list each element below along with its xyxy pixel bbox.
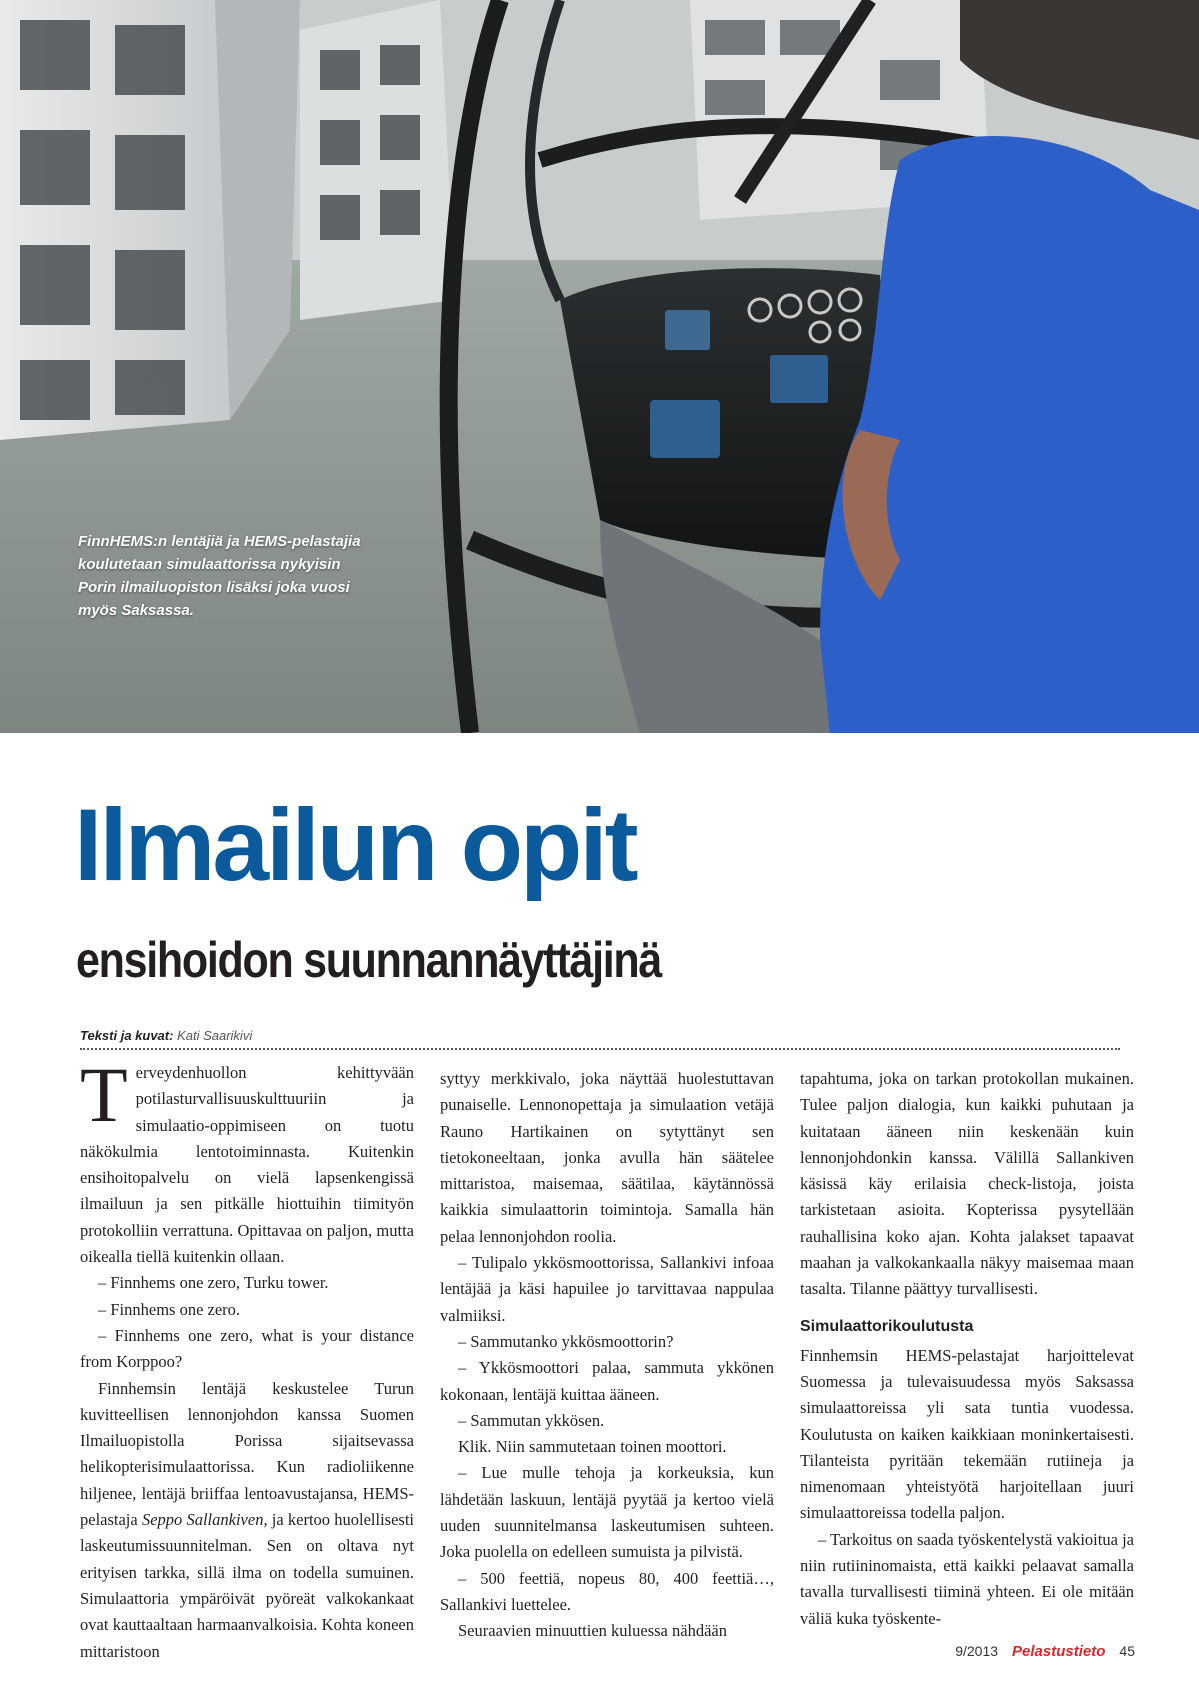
article-column-1 (80, 1051, 415, 1665)
page-footer (955, 1643, 1135, 1665)
dialogue-line: – Finnhems one zero, Turku tower. (98, 1273, 329, 1293)
body-text: Finnhemsin lentäjä keskustelee Turun kuvitteellisen lennonjohdon kanssa Suomen Ilmailuopistolla Porissa sijaitsevassa helikopterisimulaattorissa. Kun radioliikenne hiljenee, lentäjä briiffaa lentoavustajansa, HEMS-pelastaja (80, 1378, 414, 1530)
dialogue-line: – Finnhems one zero. (98, 1299, 241, 1319)
issue-number: 9/2013 (955, 1643, 999, 1659)
body-paragraph: Seuraavien minuuttien kuluessa nähdään (458, 1621, 727, 1641)
dialogue-line: – 500 feettiä, nopeus 80, 400 feettiä…, Sallankivi luettelee. (440, 1568, 774, 1614)
body-paragraph: syttyy merkkivalo, joka näyttää huolestuttavan punaiselle. Lennonopettaja ja simulaation vetäjä Rauno Hartikainen on sytyttänyt sen tietokoneeltaan, jonka avulla hän säätelee mittaristoa, maisemaa, säätilaa, käytännössä kaikkia simulaattorin toimintoja. Samalla hän pelaa lennonjohdon roolia. (440, 1069, 774, 1246)
dialogue-line: – Tarkoitus on saada työskentelystä vakioitua ja niin rutiininomaista, että kaikki pelaavat samalla tavalla turvallisesti tiiminä yhteen. Ei ole mitään väliä kuka työskente- (800, 1529, 1134, 1628)
lead-paragraph (80, 1051, 414, 1270)
simulator-photo-illustration (0, 0, 1199, 733)
byline (80, 1028, 1120, 1050)
photo-caption: FinnHEMS:n lentäjiä ja HEMS-pelastajia koulutetaan simulaattorissa nykyisin Porin ilmailuopiston lisäksi joka vuosi myös Saksassa. (78, 533, 361, 619)
body-paragraph: tapahtuma, joka on tarkan protokollan mukainen. Tulee paljon dialogia, kun kaikki puhutaan ja kuitataan ääneen niin keskenään kuin lennonjohdonkin kanssa. Välillä Sallankiven käsissä käy erilaisia check-listoja, joista tarkistetaan asioita. Kopterissa pysytellään rauhallisina koko ajan. Kohta jalakset tapaavat maahan ja valkokankaalla näkyy maisemaa maan tasalta. Tilanne päättyy turvallisesti. (800, 1069, 1134, 1299)
article-subtitle: ensihoidon suunnannäyttäjinä (76, 932, 662, 988)
body-text: , ja kertoo huolellisesti laskeutumissuunnitelman. Sen on oltava nyt erityisen tarkka, sillä ilma on todella sumuinen. Simulaattoria ympäröivät pyöreät valkokankaat ovat kauttaaltaan harmaanvalkoisia. Kohta koneen mittaristoon (80, 1510, 415, 1661)
dialogue-line: – Sammutan ykkösen. (458, 1410, 605, 1430)
lead-text: erveydenhuollon kehittyvään potilasturvallisuuskulttuuriin ja simulaatio-oppimiseen on tuotu näkökulmia lentotoiminnasta. Kuitenkin ensihoitopalvelu on vielä lapsenkengissä ilmailuun ja sen pitkälle hiottuihin tiimityön protokolliin verrattuna. Opittavaa on paljon, mutta oikealla tiellä kuitenkin ollaan. (80, 1063, 414, 1267)
dialogue-line: – Finnhems one zero, what is your distance from Korppoo? (80, 1325, 414, 1372)
hero-photo (0, 0, 1199, 733)
body-paragraph: Finnhemsin HEMS-pelastajat harjoittelevat Suomessa ja tulevaisuudessa myös Saksassa simulaattoreissa yli sata tuntia vuodessa. Koulutusta on kaiken kaikkiaan moninkertaisesti. Tilanteista pyritään tekemään rutiineja ja nimenomaan yhteistyötä harjoitellaan juuri simulaattoreissa todella paljon. (800, 1345, 1134, 1523)
section-heading: Simulaattorikoulutusta (800, 1317, 974, 1335)
body-paragraph: Klik. Niin sammutetaan toinen moottori. (458, 1437, 727, 1457)
dialogue-line: – Sammutanko ykkösmoottorin? (458, 1331, 674, 1351)
dialogue-line: – Tulipalo ykkösmoottorissa, Sallankivi infoaa lentäjää ja käsi hapuilee jo tarvittavaa nappulaa valmiiksi. (440, 1253, 774, 1325)
article-title: Ilmailun opit (74, 788, 636, 902)
article-column-2 (440, 1066, 774, 1645)
page-number: 45 (1119, 1643, 1135, 1659)
dialogue-line: – Ykkösmoottori palaa, sammuta ykkönen kokonaan, lentäjä kuittaa ääneen. (440, 1358, 774, 1404)
dialogue-line: – Lue mulle tehoja ja korkeuksia, kun lähdetään laskuun, lentäjä pyytää ja kertoo vielä uuden suunnitelmansa laskeutumisen suhteen. Joka puolella on edelleen sumuista ja pilvistä. (440, 1463, 774, 1562)
body-paragraph (80, 1376, 414, 1665)
person-name: Seppo Sallankiven (141, 1510, 264, 1530)
magazine-logo: Pelastustieto (1012, 1643, 1106, 1660)
article-column-3 (800, 1066, 1134, 1632)
drop-cap: T (80, 1051, 128, 1138)
byline-label: Teksti ja kuvat: (80, 1028, 174, 1043)
byline-author: Kati Saarikivi (173, 1028, 253, 1043)
